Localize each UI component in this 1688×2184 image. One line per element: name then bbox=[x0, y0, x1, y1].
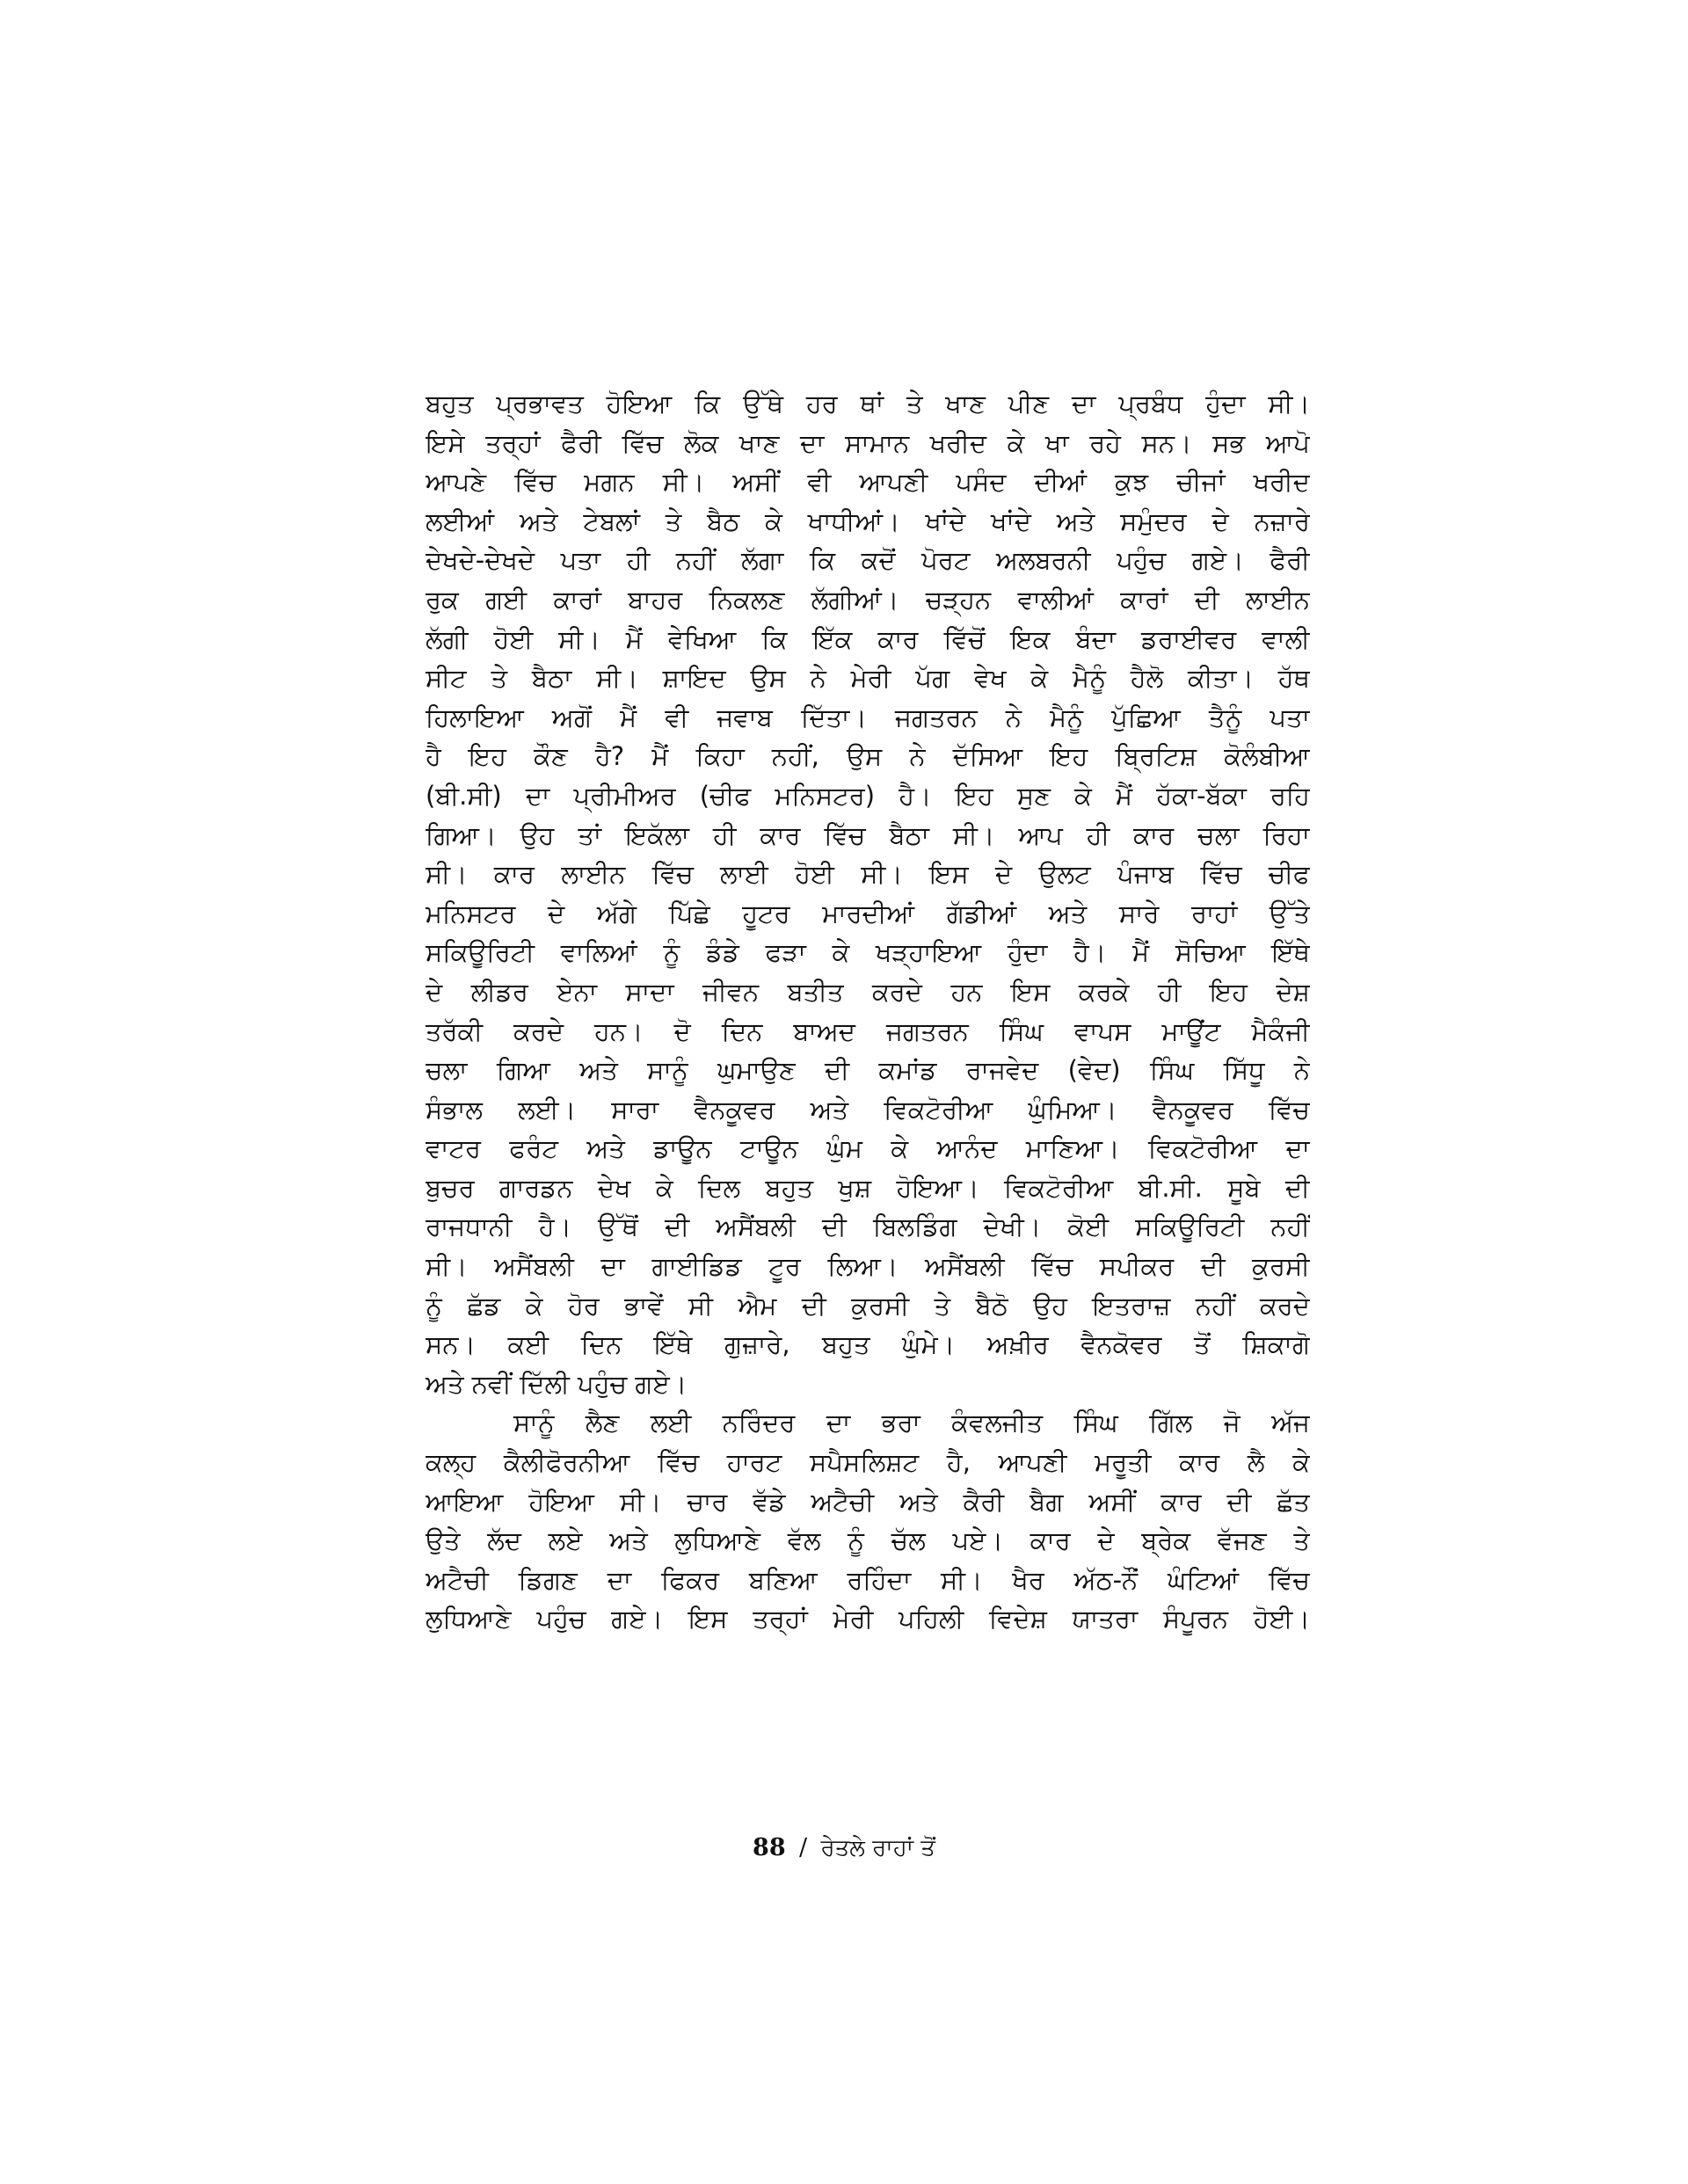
text-line: ਚਲਾ ਗਿਆ ਅਤੇ ਸਾਨੂੰ ਘੁਮਾਉਣ ਦੀ ਕਮਾਂਡ ਰਾਜਵੇਦ (ਵੇਦ) ਸਿੰਘ ਸਿੱਧੂ ਨੇ bbox=[426, 1055, 1310, 1086]
text-line: ਵਾਟਰ ਫਰੰਟ ਅਤੇ ਡਾਊਨ ਟਾਊਨ ਘੁੰਮ ਕੇ ਆਨੰਦ ਮਾਣਿਆ। ਵਿਕਟੋਰੀਆ ਦਾ bbox=[426, 1133, 1310, 1164]
text-line: (ਬੀ.ਸੀ) ਦਾ ਪ੍ਰੀਮੀਅਰ (ਚੀਫ ਮਨਿਸਟਰ) ਹੈ। ਇਹ ਸੁਣ ਕੇ ਮੈਂ ਹੱਕਾ-ਬੱਕਾ ਰਹਿ bbox=[426, 780, 1310, 811]
text-line: ਰੁਕ ਗਈ ਕਾਰਾਂ ਬਾਹਰ ਨਿਕਲਣ ਲੱਗੀਆਂ। ਚੜ੍ਹਨ ਵਾਲੀਆਂ ਕਾਰਾਂ ਦੀ ਲਾਈਨ bbox=[426, 584, 1310, 615]
text-line: ਨੂੰ ਛੱਡ ਕੇ ਹੋਰ ਭਾਵੇਂ ਸੀ ਐਮ ਦੀ ਕੁਰਸੀ ਤੇ ਬੈਠੋ ਉਹ ਇਤਰਾਜ਼ ਨਹੀਂ ਕਰਦੇ bbox=[426, 1290, 1310, 1321]
text-line: ਰਾਜਧਾਨੀ ਹੈ। ਉੱਥੋਂ ਦੀ ਅਸੈਂਬਲੀ ਦੀ ਬਿਲਡਿੰਗ ਦੇਖੀ। ਕੋਈ ਸਕਿਊਰਿਟੀ ਨਹੀਂ bbox=[426, 1212, 1310, 1242]
text-line: ਆਇਆ ਹੋਇਆ ਸੀ। ਚਾਰ ਵੱਡੇ ਅਟੈਚੀ ਅਤੇ ਕੈਰੀ ਬੈਗ ਅਸੀਂ ਕਾਰ ਦੀ ਛੱਤ bbox=[426, 1486, 1310, 1517]
text-line: ਸੀ। ਅਸੈਂਬਲੀ ਦਾ ਗਾਈਡਿਡ ਟੂਰ ਲਿਆ। ਅਸੈਂਬਲੀ ਵਿੱਚ ਸਪੀਕਰ ਦੀ ਕੁਰਸੀ bbox=[426, 1251, 1310, 1282]
text-line: ਬਹੁਤ ਪ੍ਰਭਾਵਤ ਹੋਇਆ ਕਿ ਉੱਥੇ ਹਰ ਥਾਂ ਤੇ ਖਾਣ ਪੀਣ ਦਾ ਪ੍ਰਬੰਧ ਹੁੰਦਾ ਸੀ। bbox=[426, 389, 1310, 419]
text-line: ਸਾਨੂੰ ਲੈਣ ਲਈ ਨਰਿੰਦਰ ਦਾ ਭਰਾ ਕੰਵਲਜੀਤ ਸਿੰਘ ਗਿੱਲ ਜੋ ਅੱਜ bbox=[513, 1408, 1310, 1438]
text-line: ਕਲ੍ਹ ਕੈਲੀਫੋਰਨੀਆ ਵਿੱਚ ਹਾਰਟ ਸਪੈਸਲਿਸ਼ਟ ਹੈ, ਆਪਣੀ ਮਰੂਤੀ ਕਾਰ ਲੈ ਕੇ bbox=[426, 1447, 1310, 1478]
text-line: ਮਨਿਸਟਰ ਦੇ ਅੱਗੇ ਪਿੱਛੇ ਹੂਟਰ ਮਾਰਦੀਆਂ ਗੱਡੀਆਂ ਅਤੇ ਸਾਰੇ ਰਾਹਾਂ ਉੱਤੇ bbox=[426, 898, 1310, 928]
text-line: ਦੇ ਲੀਡਰ ਏਨਾ ਸਾਦਾ ਜੀਵਨ ਬਤੀਤ ਕਰਦੇ ਹਨ ਇਸ ਕਰਕੇ ਹੀ ਇਹ ਦੇਸ਼ bbox=[426, 976, 1310, 1007]
text-line: ਲੁਧਿਆਣੇ ਪਹੁੰਚ ਗਏ। ਇਸ ਤਰ੍ਹਾਂ ਮੇਰੀ ਪਹਿਲੀ ਵਿਦੇਸ਼ ਯਾਤਰਾ ਸੰਪੂਰਨ ਹੋਈ। bbox=[426, 1604, 1310, 1634]
text-line: ਅਤੇ ਨਵੀਂ ਦਿੱਲੀ ਪਹੁੰਚ ਗਏ। bbox=[426, 1368, 688, 1399]
book-title: ਰੇਤਲੇ ਰਾਹਾਂ ਤੋਂ bbox=[820, 1835, 935, 1861]
text-line: ਸੀਟ ਤੇ ਬੈਠਾ ਸੀ। ਸ਼ਾਇਦ ਉਸ ਨੇ ਮੇਰੀ ਪੱਗ ਵੇਖ ਕੇ ਮੈਨੂੰ ਹੈਲੋ ਕੀਤਾ। ਹੱਥ bbox=[426, 663, 1310, 694]
paragraph-1 bbox=[426, 384, 1310, 1403]
text-line: ਸੀ। ਕਾਰ ਲਾਈਨ ਵਿੱਚ ਲਾਈ ਹੋਈ ਸੀ। ਇਸ ਦੇ ਉਲਟ ਪੰਜਾਬ ਵਿੱਚ ਚੀਫ bbox=[426, 859, 1310, 890]
text-line: ਆਪਣੇ ਵਿੱਚ ਮਗਨ ਸੀ। ਅਸੀਂ ਵੀ ਆਪਣੀ ਪਸੰਦ ਦੀਆਂ ਕੁਝ ਚੀਜਾਂ ਖਰੀਦ bbox=[426, 467, 1310, 498]
text-line: ਗਿਆ। ਉਹ ਤਾਂ ਇਕੱਲਾ ਹੀ ਕਾਰ ਵਿੱਚ ਬੈਠਾ ਸੀ। ਆਪ ਹੀ ਕਾਰ ਚਲਾ ਰਿਹਾ bbox=[426, 819, 1310, 850]
text-line: ਬੁਚਰ ਗਾਰਡਨ ਦੇਖ ਕੇ ਦਿਲ ਬਹੁਤ ਖੁਸ਼ ਹੋਇਆ। ਵਿਕਟੋਰੀਆ ਬੀ.ਸੀ. ਸੂਬੇ ਦੀ bbox=[426, 1172, 1310, 1203]
text-line: ਸਨ। ਕਈ ਦਿਨ ਇੱਥੇ ਗੁਜ਼ਾਰੇ, ਬਹੁਤ ਘੁੰਮੇ। ਅਖ਼ੀਰ ਵੈਨਕੋਵਰ ਤੋਂ ਸ਼ਿਕਾਗੋ bbox=[426, 1329, 1310, 1360]
text-line: ਉਤੇ ਲੱਦ ਲਏ ਅਤੇ ਲੁਧਿਆਣੇ ਵੱਲ ਨੂੰ ਚੱਲ ਪਏ। ਕਾਰ ਦੇ ਬ੍ਰੇਕ ਵੱਜਣ ਤੇ bbox=[426, 1525, 1310, 1556]
text-line: ਹੈ ਇਹ ਕੌਣ ਹੈ? ਮੈਂ ਕਿਹਾ ਨਹੀਂ, ਉਸ ਨੇ ਦੱਸਿਆ ਇਹ ਬ੍ਰਿਟਿਸ਼ ਕੋਲੰਬੀਆ bbox=[426, 741, 1310, 772]
text-line: ਹਿਲਾਇਆ ਅਗੋਂ ਮੈਂ ਵੀ ਜਵਾਬ ਦਿੱਤਾ। ਜਗਤਰਨ ਨੇ ਮੈਨੂੰ ਪੁੱਛਿਆ ਤੈਨੂੰ ਪਤਾ bbox=[426, 702, 1310, 732]
text-line: ਲਈਆਂ ਅਤੇ ਟੇਬਲਾਂ ਤੇ ਬੈਠ ਕੇ ਖਾਧੀਆਂ। ਖਾਂਦੇ ਖਾਂਦੇ ਅਤੇ ਸਮੁੰਦਰ ਦੇ ਨਜ਼ਾਰੇ bbox=[426, 506, 1310, 536]
text-line: ਸਕਿਊਰਿਟੀ ਵਾਲਿਆਂ ਨੂੰ ਡੰਡੇ ਫੜਾ ਕੇ ਖੜ੍ਹਾਇਆ ਹੁੰਦਾ ਹੈ। ਮੈਂ ਸੋਚਿਆ ਇੱਥੇ bbox=[426, 937, 1310, 968]
body-text bbox=[426, 384, 1310, 1639]
footer-separator: / bbox=[799, 1834, 808, 1861]
page-number: 88 bbox=[753, 1834, 786, 1861]
text-line: ਅਟੈਚੀ ਡਿਗਣ ਦਾ ਫਿਕਰ ਬਣਿਆ ਰਹਿੰਦਾ ਸੀ। ਖੈਰ ਅੱਠ-ਨੌਂ ਘੰਟਿਆਂ ਵਿੱਚ bbox=[426, 1564, 1310, 1595]
text-line: ਇਸੇ ਤਰ੍ਹਾਂ ਫੈਰੀ ਵਿੱਚ ਲੋਕ ਖਾਣ ਦਾ ਸਾਮਾਨ ਖਰੀਦ ਕੇ ਖਾ ਰਹੇ ਸਨ। ਸਭ ਆਪੋ bbox=[426, 427, 1310, 458]
text-line: ਲੱਗੀ ਹੋਈ ਸੀ। ਮੈਂ ਵੇਖਿਆ ਕਿ ਇੱਕ ਕਾਰ ਵਿੱਚੋਂ ਇਕ ਬੰਦਾ ਡਰਾਈਵਰ ਵਾਲੀ bbox=[426, 623, 1310, 654]
text-line: ਦੇਖਦੇ-ਦੇਖਦੇ ਪਤਾ ਹੀ ਨਹੀਂ ਲੱਗਾ ਕਿ ਕਦੋਂ ਪੋਰਟ ਅਲਬਰਨੀ ਪਹੁੰਚ ਗਏ। ਫੈਰੀ bbox=[426, 545, 1310, 576]
paragraph-2 bbox=[426, 1403, 1310, 1639]
text-line: ਸੰਭਾਲ ਲਈ। ਸਾਰਾ ਵੈਨਕੂਵਰ ਅਤੇ ਵਿਕਟੋਰੀਆ ਘੁੰਮਿਆ। ਵੈਨਕੂਵਰ ਵਿੱਚ bbox=[426, 1094, 1310, 1125]
page-footer bbox=[0, 1834, 1688, 1862]
text-line: ਤਰੱਕੀ ਕਰਦੇ ਹਨ। ਦੋ ਦਿਨ ਬਾਅਦ ਜਗਤਰਨ ਸਿੰਘ ਵਾਪਸ ਮਾਊਂਟ ਮੈਕੰਜੀ bbox=[426, 1016, 1310, 1046]
